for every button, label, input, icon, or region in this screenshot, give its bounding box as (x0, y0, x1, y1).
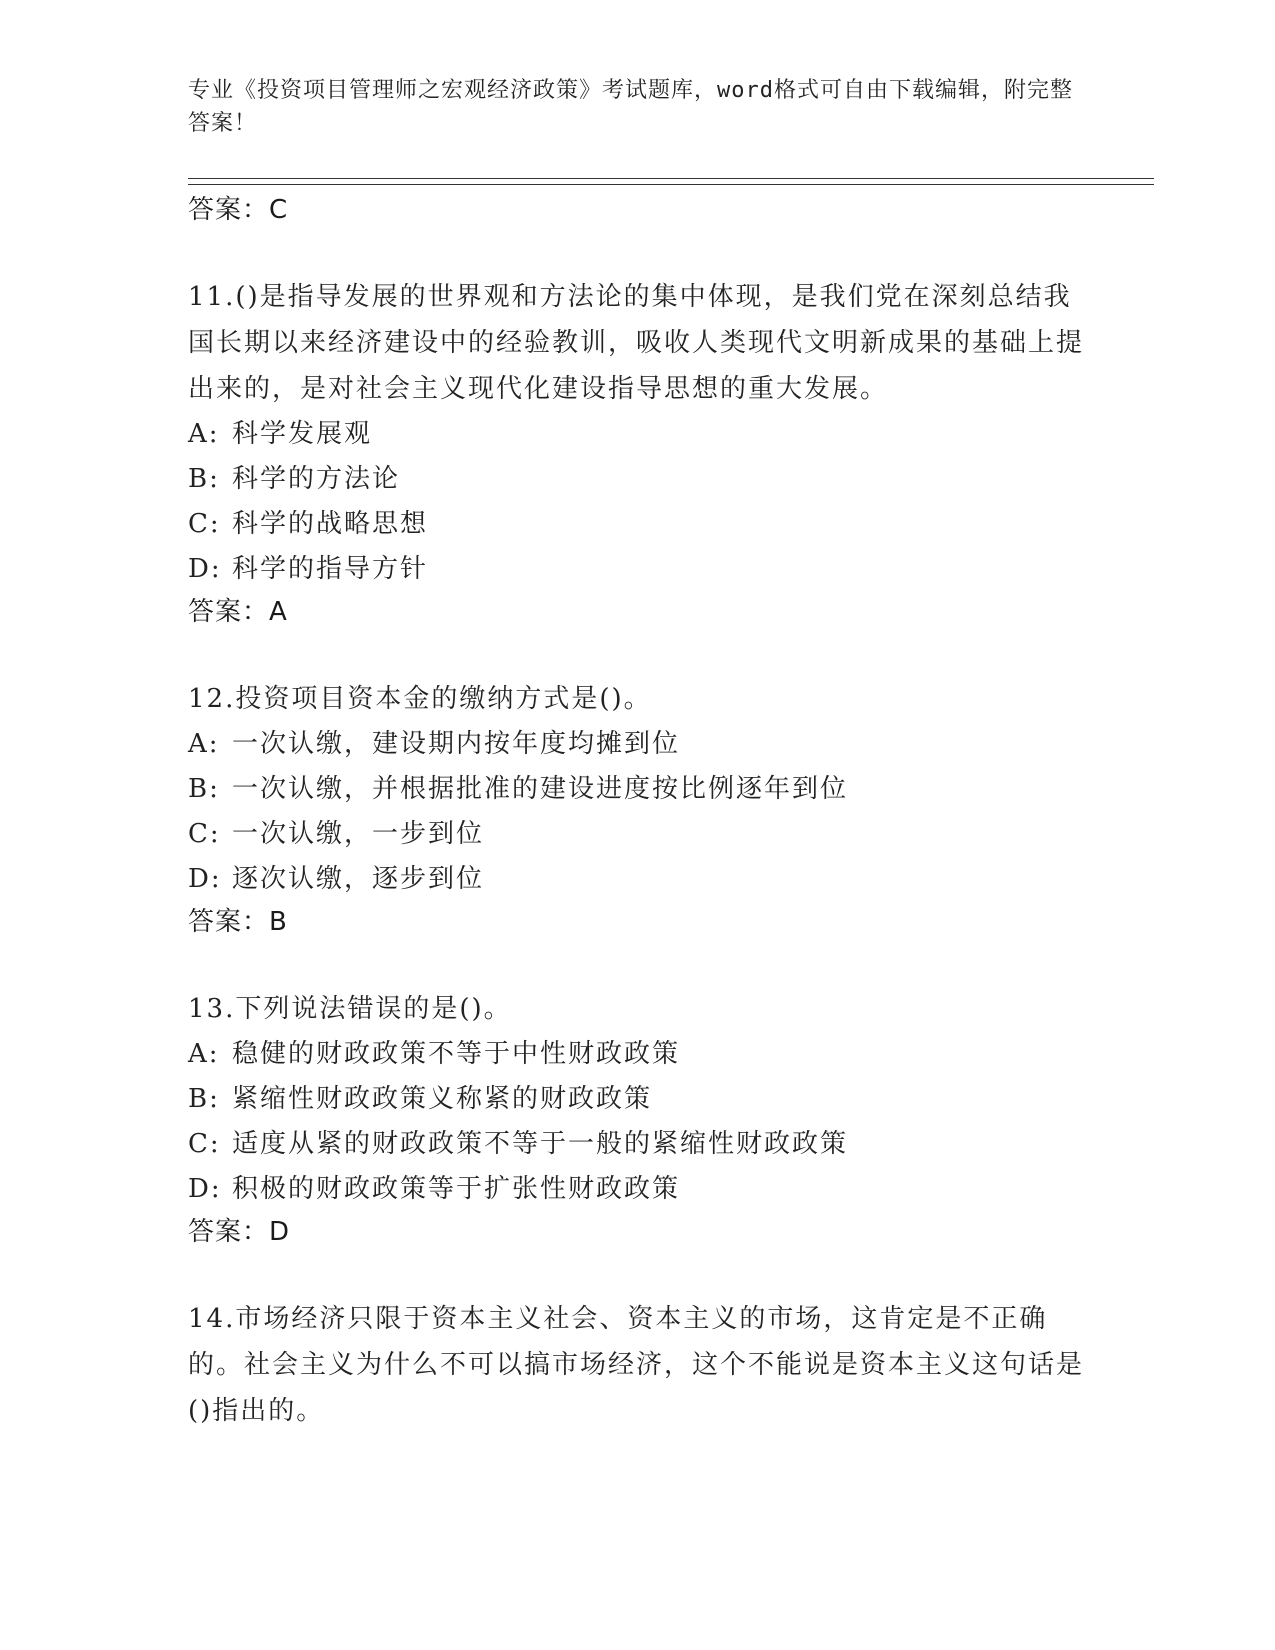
option-d (188, 547, 1088, 592)
answer-line: 答案：D (188, 1217, 291, 1247)
question-block (188, 1296, 1088, 1434)
option-text: 科学的指导方针 (232, 554, 429, 584)
option-letter: C: (188, 819, 221, 849)
option-a (188, 412, 1088, 457)
option-d (188, 1167, 1088, 1212)
option-letter: B: (188, 464, 220, 494)
option-c (188, 502, 1088, 547)
document-body (188, 190, 1088, 1434)
question-block (188, 676, 1088, 942)
question-stem: 12.投资项目资本金的缴纳方式是()。 (188, 684, 652, 714)
option-text: 紧缩性财政政策义称紧的财政政策 (232, 1084, 653, 1114)
option-letter: A: (188, 419, 220, 449)
option-text: 稳健的财政政策不等于中性财政政策 (232, 1039, 681, 1069)
answer-line: 答案：B (188, 907, 288, 937)
option-c (188, 812, 1088, 857)
answer-line: 答案：C (188, 195, 289, 225)
option-letter: A: (188, 729, 220, 759)
option-b (188, 767, 1088, 812)
option-text: 适度从紧的财政政策不等于一般的紧缩性财政政策 (232, 1129, 849, 1159)
option-letter: D: (188, 1174, 222, 1204)
option-letter: D: (188, 554, 222, 584)
question-stem: 13.下列说法错误的是()。 (188, 994, 512, 1024)
option-b (188, 457, 1088, 502)
question-stem: 11.()是指导发展的世界观和方法论的集中体现，是我们党在深刻总结我国长期以来经济建设中的经验教训，吸收人类现代文明新成果的基础上提出来的，是对社会主义现代化建设指导思想的重大发展。 (188, 282, 1085, 404)
option-text: 科学的方法论 (232, 464, 401, 494)
question-block (188, 274, 1088, 632)
option-letter: C: (188, 1129, 221, 1159)
header-divider-top (188, 178, 1154, 179)
question-stem: 14.市场经济只限于资本主义社会、资本主义的市场，这肯定是不正确的。社会主义为什么不可以搞市场经济，这个不能说是资本主义这句话是()指出的。 (188, 1304, 1085, 1426)
page-header: 专业《投资项目管理师之宏观经济政策》考试题库，word格式可自由下载编辑，附完整答案！ (188, 78, 1073, 136)
option-text: 一次认缴，建设期内按年度均摊到位 (232, 729, 681, 759)
question-block (188, 986, 1088, 1252)
option-text: 科学发展观 (232, 419, 373, 449)
option-text: 积极的财政政策等于扩张性财政政策 (232, 1174, 681, 1204)
option-letter: C: (188, 509, 221, 539)
option-text: 一次认缴，一步到位 (232, 819, 485, 849)
option-d (188, 857, 1088, 902)
header-divider-bottom (188, 184, 1154, 185)
option-a (188, 1032, 1088, 1077)
option-letter: B: (188, 1084, 220, 1114)
option-letter: A: (188, 1039, 220, 1069)
option-a (188, 722, 1088, 767)
option-letter: D: (188, 864, 222, 894)
option-text: 逐次认缴，逐步到位 (232, 864, 485, 894)
option-b (188, 1077, 1088, 1122)
option-text: 科学的战略思想 (232, 509, 429, 539)
answer-line: 答案：A (188, 597, 288, 627)
option-c (188, 1122, 1088, 1167)
option-letter: B: (188, 774, 220, 804)
option-text: 一次认缴，并根据批准的建设进度按比例逐年到位 (232, 774, 849, 804)
